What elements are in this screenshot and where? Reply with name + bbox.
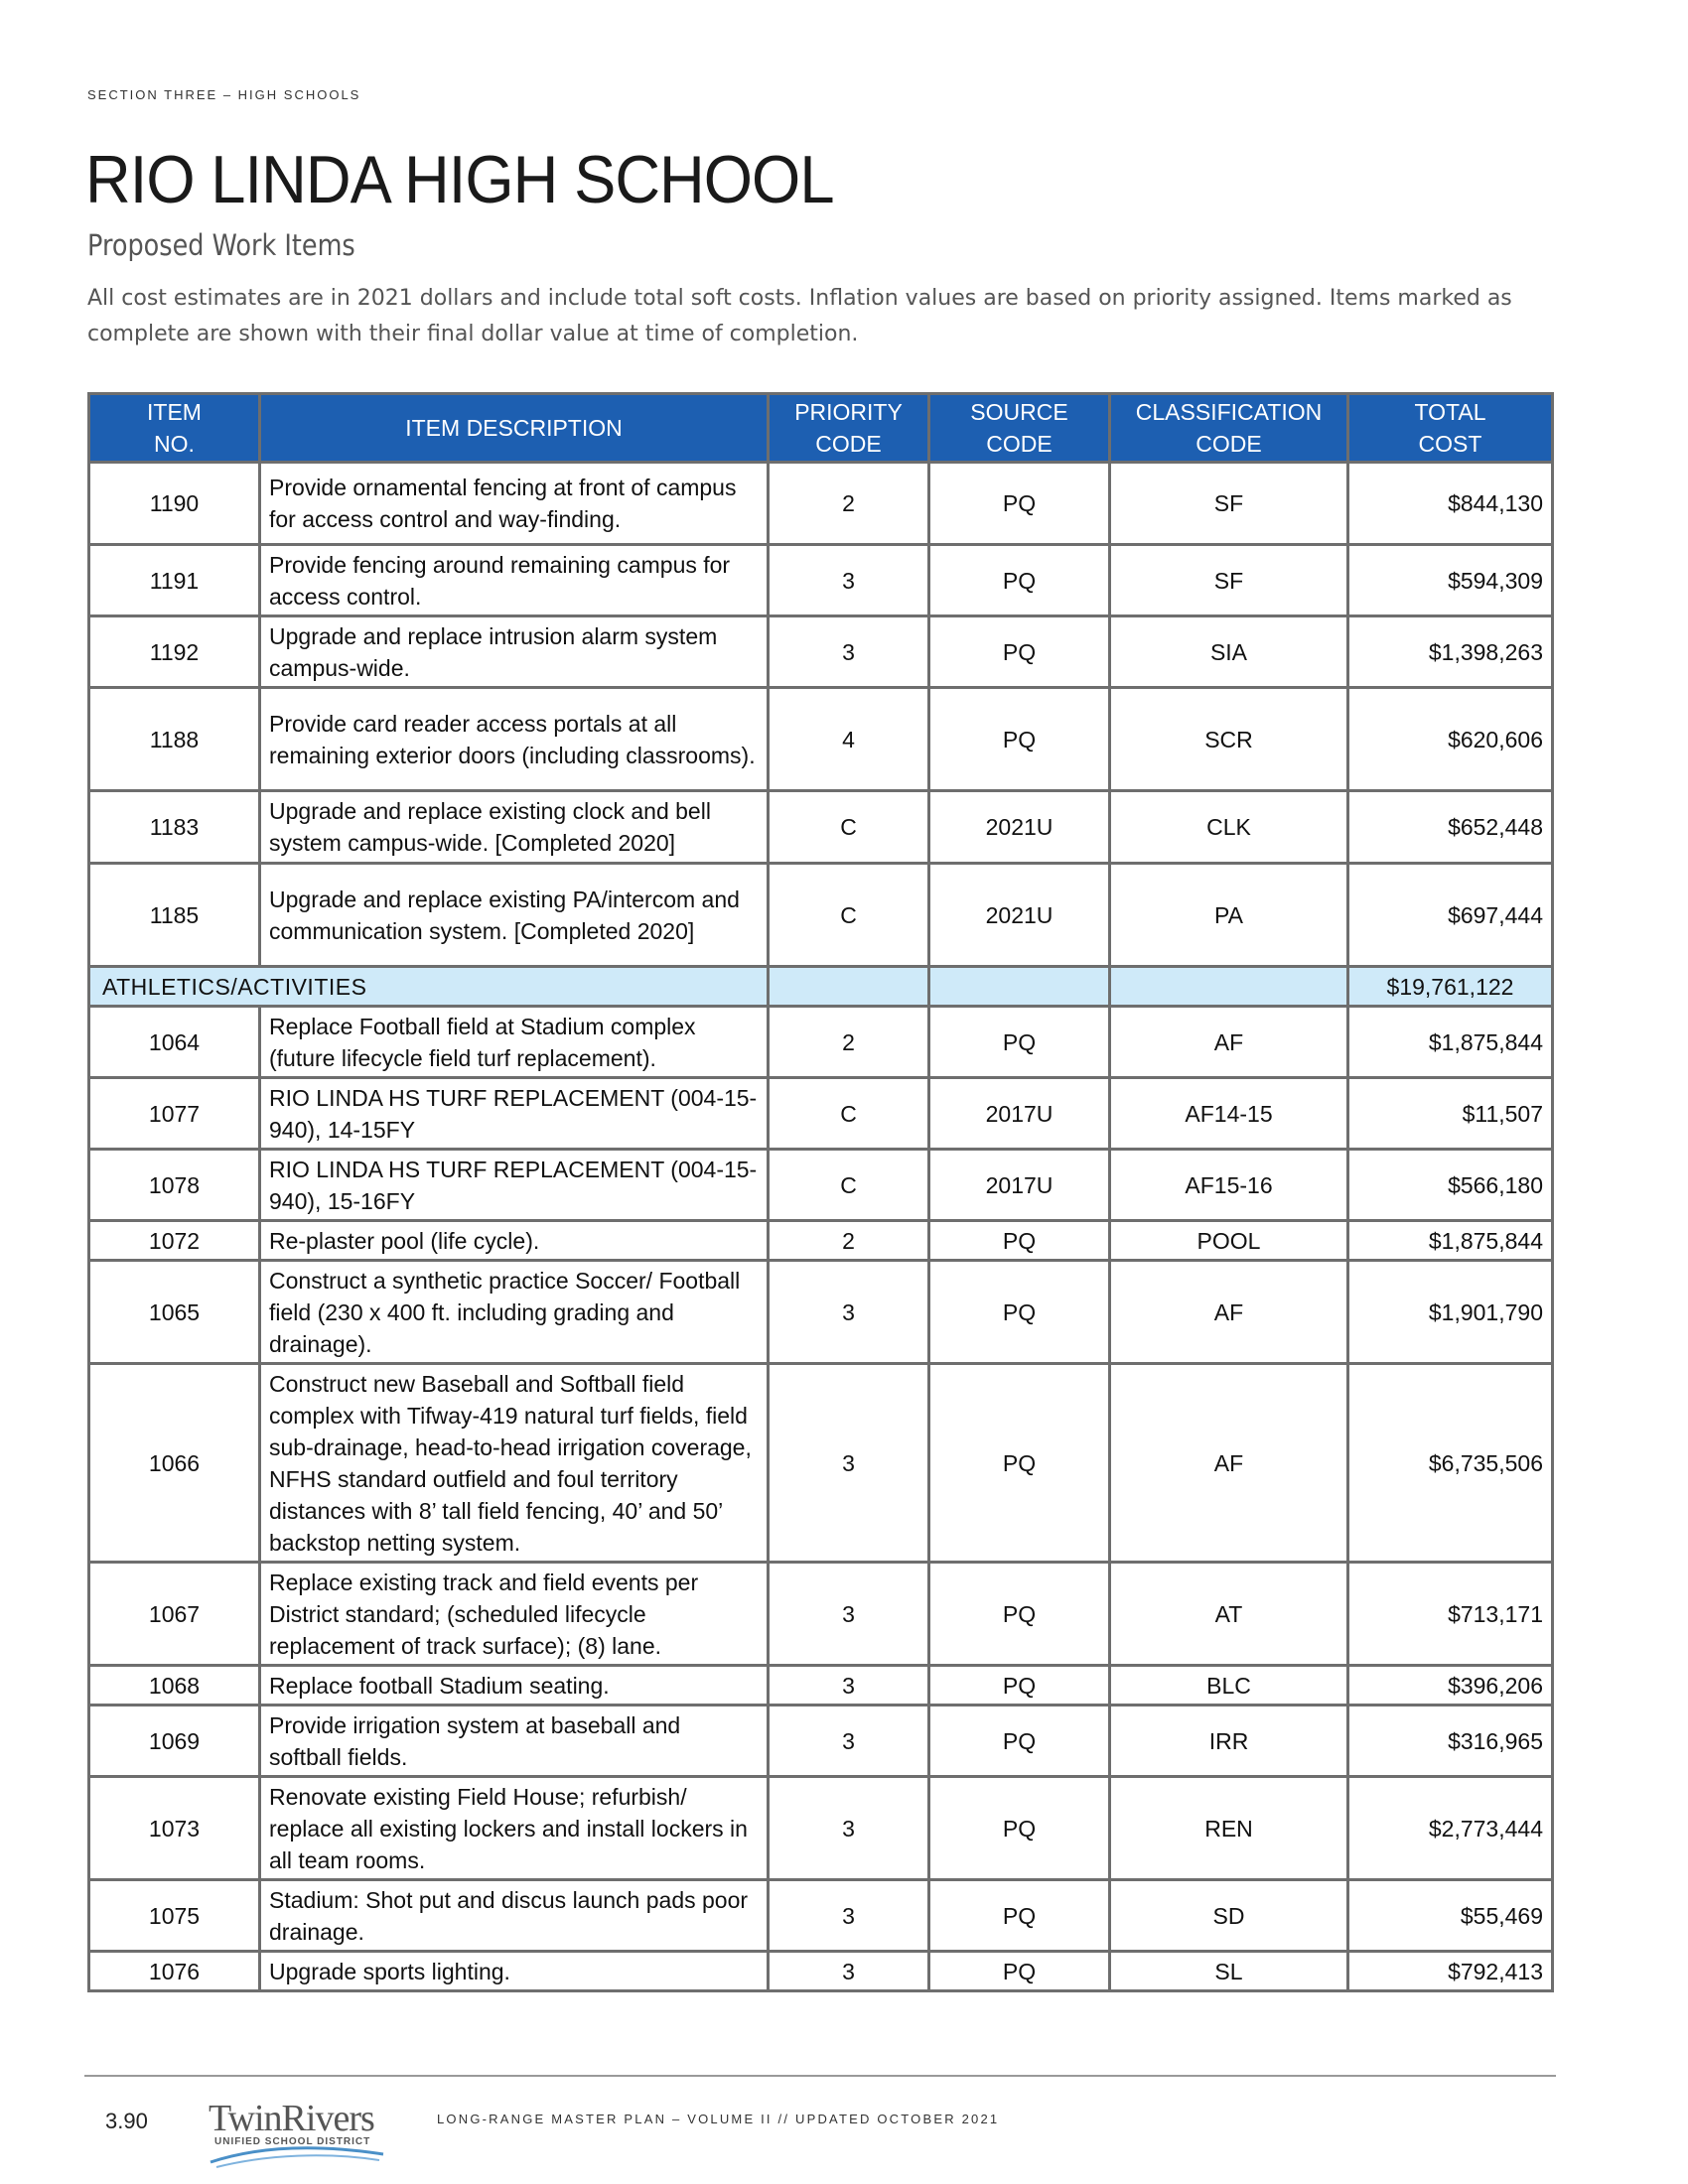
source-code: 2021U: [929, 791, 1110, 864]
item-number: 1183: [89, 791, 260, 864]
table-header-row: [89, 394, 1553, 463]
footer-divider: [84, 2075, 1556, 2077]
classification-code: AF15-16: [1110, 1150, 1348, 1221]
item-number: 1072: [89, 1221, 260, 1261]
source-code: PQ: [929, 1666, 1110, 1706]
total-cost: $713,171: [1348, 1563, 1553, 1666]
table-row: [89, 1364, 1553, 1563]
total-cost: $1,875,844: [1348, 1007, 1553, 1078]
item-number: 1077: [89, 1078, 260, 1150]
table-row: [89, 616, 1553, 688]
item-description: Replace Football field at Stadium complex (future lifecycle field turf replacement).: [260, 1007, 769, 1078]
source-code: PQ: [929, 1880, 1110, 1952]
total-cost: $792,413: [1348, 1952, 1553, 1991]
table-row: [89, 864, 1553, 967]
table-row: [89, 545, 1553, 616]
logo-wave-icon: [209, 2140, 387, 2170]
classification-code: POOL: [1110, 1221, 1348, 1261]
col-header-item-no: ITEM NO.: [89, 394, 260, 463]
classification-code: CLK: [1110, 791, 1348, 864]
priority-code: C: [769, 1078, 929, 1150]
col-header-total-cost: TOTAL COST: [1348, 394, 1553, 463]
total-cost: $11,507: [1348, 1078, 1553, 1150]
section-label: SECTION THREE – HIGH SCHOOLS: [87, 87, 361, 102]
table-row: [89, 1007, 1553, 1078]
priority-code: 3: [769, 1364, 929, 1563]
item-description: Replace existing track and field events per District standard; (scheduled lifecycle replacement of track surface); (8) lane.: [260, 1563, 769, 1666]
source-code: PQ: [929, 616, 1110, 688]
source-code: 2021U: [929, 864, 1110, 967]
total-cost: $1,901,790: [1348, 1261, 1553, 1364]
item-number: 1076: [89, 1952, 260, 1991]
priority-code: 2: [769, 1007, 929, 1078]
group-row-athletics: [89, 967, 1553, 1007]
source-code: PQ: [929, 1952, 1110, 1991]
col-header-source: SOURCE CODE: [929, 394, 1110, 463]
classification-code: SD: [1110, 1880, 1348, 1952]
item-number: 1191: [89, 545, 260, 616]
item-number: 1078: [89, 1150, 260, 1221]
item-number: 1073: [89, 1777, 260, 1880]
total-cost: $697,444: [1348, 864, 1553, 967]
classification-code: AF: [1110, 1007, 1348, 1078]
source-code: PQ: [929, 1007, 1110, 1078]
item-description: RIO LINDA HS TURF REPLACEMENT (004-15-940), 14-15FY: [260, 1078, 769, 1150]
item-number: 1069: [89, 1706, 260, 1777]
source-code: PQ: [929, 1261, 1110, 1364]
priority-code: 3: [769, 1666, 929, 1706]
item-number: 1067: [89, 1563, 260, 1666]
source-code: 2017U: [929, 1150, 1110, 1221]
col-header-description: ITEM DESCRIPTION: [260, 394, 769, 463]
item-description: Provide card reader access portals at all remaining exterior doors (including classrooms).: [260, 688, 769, 791]
classification-code: AF14-15: [1110, 1078, 1348, 1150]
col-header-classification: CLASSIFICATION CODE: [1110, 394, 1348, 463]
source-code: PQ: [929, 1706, 1110, 1777]
priority-code: 3: [769, 1777, 929, 1880]
item-description: Construct new Baseball and Softball field complex with Tifway-419 natural turf fields, field sub-drainage, head-to-head irrigation coverage, NFHS standard outfield and foul territory distances with 8’ tall field fencing, 40’ and 50’ backstop netting system.: [260, 1364, 769, 1563]
page-title: RIO LINDA HIGH SCHOOL: [85, 142, 834, 217]
item-description: Replace football Stadium seating.: [260, 1666, 769, 1706]
item-description: Provide ornamental fencing at front of campus for access control and way-finding.: [260, 463, 769, 545]
item-number: 1192: [89, 616, 260, 688]
total-cost: $566,180: [1348, 1150, 1553, 1221]
classification-code: AT: [1110, 1563, 1348, 1666]
item-description: Renovate existing Field House; refurbish/ replace all existing lockers and install lockers in all team rooms.: [260, 1777, 769, 1880]
table-row: [89, 1563, 1553, 1666]
classification-code: AF: [1110, 1364, 1348, 1563]
total-cost: $316,965: [1348, 1706, 1553, 1777]
item-number: 1188: [89, 688, 260, 791]
district-logo: [209, 2097, 387, 2166]
classification-code: IRR: [1110, 1706, 1348, 1777]
group-total: $19,761,122: [1348, 967, 1553, 1007]
priority-code: 2: [769, 1221, 929, 1261]
table-row: [89, 1078, 1553, 1150]
classification-code: PA: [1110, 864, 1348, 967]
classification-code: REN: [1110, 1777, 1348, 1880]
item-description: Upgrade and replace intrusion alarm system campus-wide.: [260, 616, 769, 688]
classification-code: SIA: [1110, 616, 1348, 688]
table-row: [89, 791, 1553, 864]
item-number: 1190: [89, 463, 260, 545]
item-number: 1185: [89, 864, 260, 967]
total-cost: $1,875,844: [1348, 1221, 1553, 1261]
source-code: PQ: [929, 1221, 1110, 1261]
source-code: PQ: [929, 463, 1110, 545]
classification-code: AF: [1110, 1261, 1348, 1364]
priority-code: 3: [769, 1261, 929, 1364]
priority-code: C: [769, 1150, 929, 1221]
classification-code: SF: [1110, 463, 1348, 545]
classification-code: SCR: [1110, 688, 1348, 791]
total-cost: $844,130: [1348, 463, 1553, 545]
table-row: [89, 1777, 1553, 1880]
priority-code: 3: [769, 1563, 929, 1666]
logo-subtitle: UNIFIED SCHOOL DISTRICT: [214, 2136, 371, 2147]
table-row: [89, 1221, 1553, 1261]
source-code: PQ: [929, 688, 1110, 791]
item-number: 1066: [89, 1364, 260, 1563]
item-number: 1068: [89, 1666, 260, 1706]
priority-code: 3: [769, 616, 929, 688]
source-code: 2017U: [929, 1078, 1110, 1150]
source-code: PQ: [929, 1563, 1110, 1666]
priority-code: 3: [769, 545, 929, 616]
priority-code: 4: [769, 688, 929, 791]
item-description: Stadium: Shot put and discus launch pads poor drainage.: [260, 1880, 769, 1952]
page-number: 3.90: [105, 2109, 148, 2133]
work-items-table: [87, 392, 1554, 1992]
footer-document-info: LONG-RANGE MASTER PLAN – VOLUME II // UPDATED OCTOBER 2021: [437, 2112, 1000, 2126]
table-row: [89, 1261, 1553, 1364]
total-cost: $396,206: [1348, 1666, 1553, 1706]
classification-code: SF: [1110, 545, 1348, 616]
item-description: Upgrade and replace existing PA/intercom and communication system. [Completed 2020]: [260, 864, 769, 967]
table-row: [89, 688, 1553, 791]
priority-code: C: [769, 791, 929, 864]
item-description: Upgrade sports lighting.: [260, 1952, 769, 1991]
table-row: [89, 1666, 1553, 1706]
item-description: Upgrade and replace existing clock and bell system campus-wide. [Completed 2020]: [260, 791, 769, 864]
col-header-priority: PRIORITY CODE: [769, 394, 929, 463]
item-description: RIO LINDA HS TURF REPLACEMENT (004-15-940), 15-16FY: [260, 1150, 769, 1221]
source-code: PQ: [929, 1364, 1110, 1563]
item-description: Construct a synthetic practice Soccer/ Football field (230 x 400 ft. including grading and drainage).: [260, 1261, 769, 1364]
classification-code: BLC: [1110, 1666, 1348, 1706]
priority-code: 3: [769, 1952, 929, 1991]
total-cost: $620,606: [1348, 688, 1553, 791]
item-description: Re-plaster pool (life cycle).: [260, 1221, 769, 1261]
table-row: [89, 463, 1553, 545]
priority-code: 3: [769, 1706, 929, 1777]
item-number: 1065: [89, 1261, 260, 1364]
priority-code: C: [769, 864, 929, 967]
total-cost: $6,735,506: [1348, 1364, 1553, 1563]
priority-code: 2: [769, 463, 929, 545]
total-cost: $1,398,263: [1348, 616, 1553, 688]
total-cost: $2,773,444: [1348, 1777, 1553, 1880]
group-label: ATHLETICS/ACTIVITIES: [89, 967, 769, 1007]
intro-paragraph: All cost estimates are in 2021 dollars and include total soft costs. Inflation values are based on priority assigned. Items marked as complete are shown with their final dollar value at time of completion.: [87, 286, 1512, 346]
logo-wordmark: TwinRivers: [209, 2098, 374, 2139]
table-row: [89, 1880, 1553, 1952]
item-number: 1064: [89, 1007, 260, 1078]
table-row: [89, 1706, 1553, 1777]
item-number: 1075: [89, 1880, 260, 1952]
source-code: PQ: [929, 545, 1110, 616]
classification-code: SL: [1110, 1952, 1348, 1991]
table-row: [89, 1150, 1553, 1221]
table-row: [89, 1952, 1553, 1991]
total-cost: $55,469: [1348, 1880, 1553, 1952]
total-cost: $594,309: [1348, 545, 1553, 616]
source-code: PQ: [929, 1777, 1110, 1880]
page-subtitle: Proposed Work Items: [87, 228, 355, 262]
priority-code: 3: [769, 1880, 929, 1952]
item-description: Provide fencing around remaining campus for access control.: [260, 545, 769, 616]
total-cost: $652,448: [1348, 791, 1553, 864]
item-description: Provide irrigation system at baseball and softball fields.: [260, 1706, 769, 1777]
